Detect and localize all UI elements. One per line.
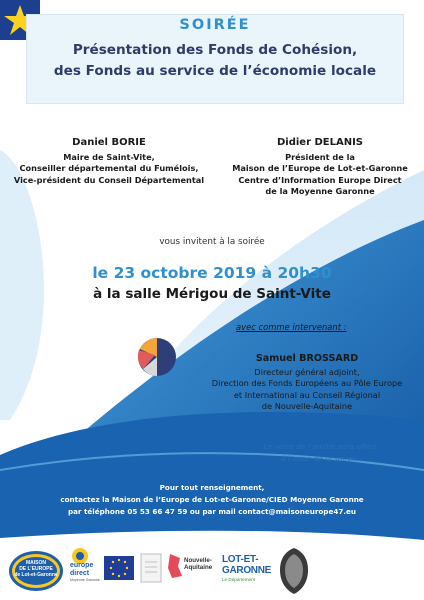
note-line: à l’issue de la soirée. xyxy=(280,453,360,463)
event-kicker: SOIRÉE xyxy=(179,17,251,33)
note-line: Le verre de l’amitié sera offert xyxy=(263,442,377,451)
logo-text: Aquitaine xyxy=(184,564,213,571)
speaker-block xyxy=(190,353,424,413)
lot-et-garonne-logo xyxy=(222,554,282,584)
invite-text: vous invitent à la soirée xyxy=(159,237,265,247)
nouvelle-aquitaine-logo xyxy=(166,552,220,588)
speaker-role-line: Directeur général adjoint, xyxy=(254,366,360,377)
logo-text: de Lot-et-Garonne xyxy=(14,572,58,578)
partner-logos xyxy=(0,542,424,600)
host-name: Didier DELANIS xyxy=(276,137,364,148)
speaker-name: Samuel BROSSARD xyxy=(255,353,359,364)
logo-text: DE L’EUROPE xyxy=(19,566,53,572)
document-icon xyxy=(138,552,164,584)
host-role-line: Centre d’Information Europe Direct xyxy=(238,174,402,185)
host-borie xyxy=(0,137,218,186)
host-name: Daniel BORIE xyxy=(72,137,146,148)
coat-of-arms-icon xyxy=(278,546,310,596)
pie-illustration xyxy=(135,335,179,379)
speaker-role-line: et International au Conseil Régional xyxy=(233,389,381,400)
reception-note xyxy=(250,441,390,464)
host-role-line: de la Moyenne Garonne xyxy=(265,186,375,196)
host-delanis xyxy=(216,137,424,198)
logo-text: LOT-ET-GARONNE xyxy=(222,554,272,576)
contact-line: par téléphone 05 53 66 47 59 ou par mail contact@maisoneurope47.eu xyxy=(67,506,357,516)
host-role-line: Maison de l’Europe de Lot-et-Garonne xyxy=(232,163,408,173)
speaker-role-line: de Nouvelle-Aquitaine xyxy=(261,401,353,412)
logo-text: europe xyxy=(70,562,94,569)
host-role-line: Président de la xyxy=(285,151,355,162)
speaker-intro-text: avec comme intervenant : xyxy=(236,322,347,332)
contact-line: Pour tout renseignement, xyxy=(159,483,265,492)
eu-flag-icon xyxy=(104,556,134,580)
speaker-intro xyxy=(236,322,347,332)
event-venue: à la salle Mérigou de Saint-Vite xyxy=(93,286,331,302)
host-role-line: Conseiller départemental du Fumélois, xyxy=(19,163,199,173)
logo-text: MAISON xyxy=(26,560,46,566)
speaker-role-line: Direction des Fonds Européens au Pôle Europe xyxy=(211,378,403,389)
logo-text: Le Département xyxy=(222,577,255,582)
contact-block xyxy=(0,482,424,517)
maison-europe-logo xyxy=(8,548,64,594)
host-role-line: Vice-président du Conseil Départemental xyxy=(13,174,205,185)
logo-text: direct xyxy=(70,569,90,577)
logo-text: Nouvelle- xyxy=(184,557,212,564)
event-headline xyxy=(26,40,404,82)
logo-text: Moyenne Garonne xyxy=(70,578,100,582)
headline-line-2: des Fonds au service de l’économie locale xyxy=(53,63,377,79)
headline-line-1: Présentation des Fonds de Cohésion, xyxy=(72,42,358,58)
host-role-line: Maire de Saint-Vite, xyxy=(63,151,155,162)
event-date: le 23 octobre 2019 à 20h30 xyxy=(92,264,332,282)
region-shape-icon xyxy=(166,552,184,580)
contact-line: contactez la Maison de l’Europe de Lot-et-Garonne/CIED Moyenne Garonne xyxy=(60,494,364,504)
